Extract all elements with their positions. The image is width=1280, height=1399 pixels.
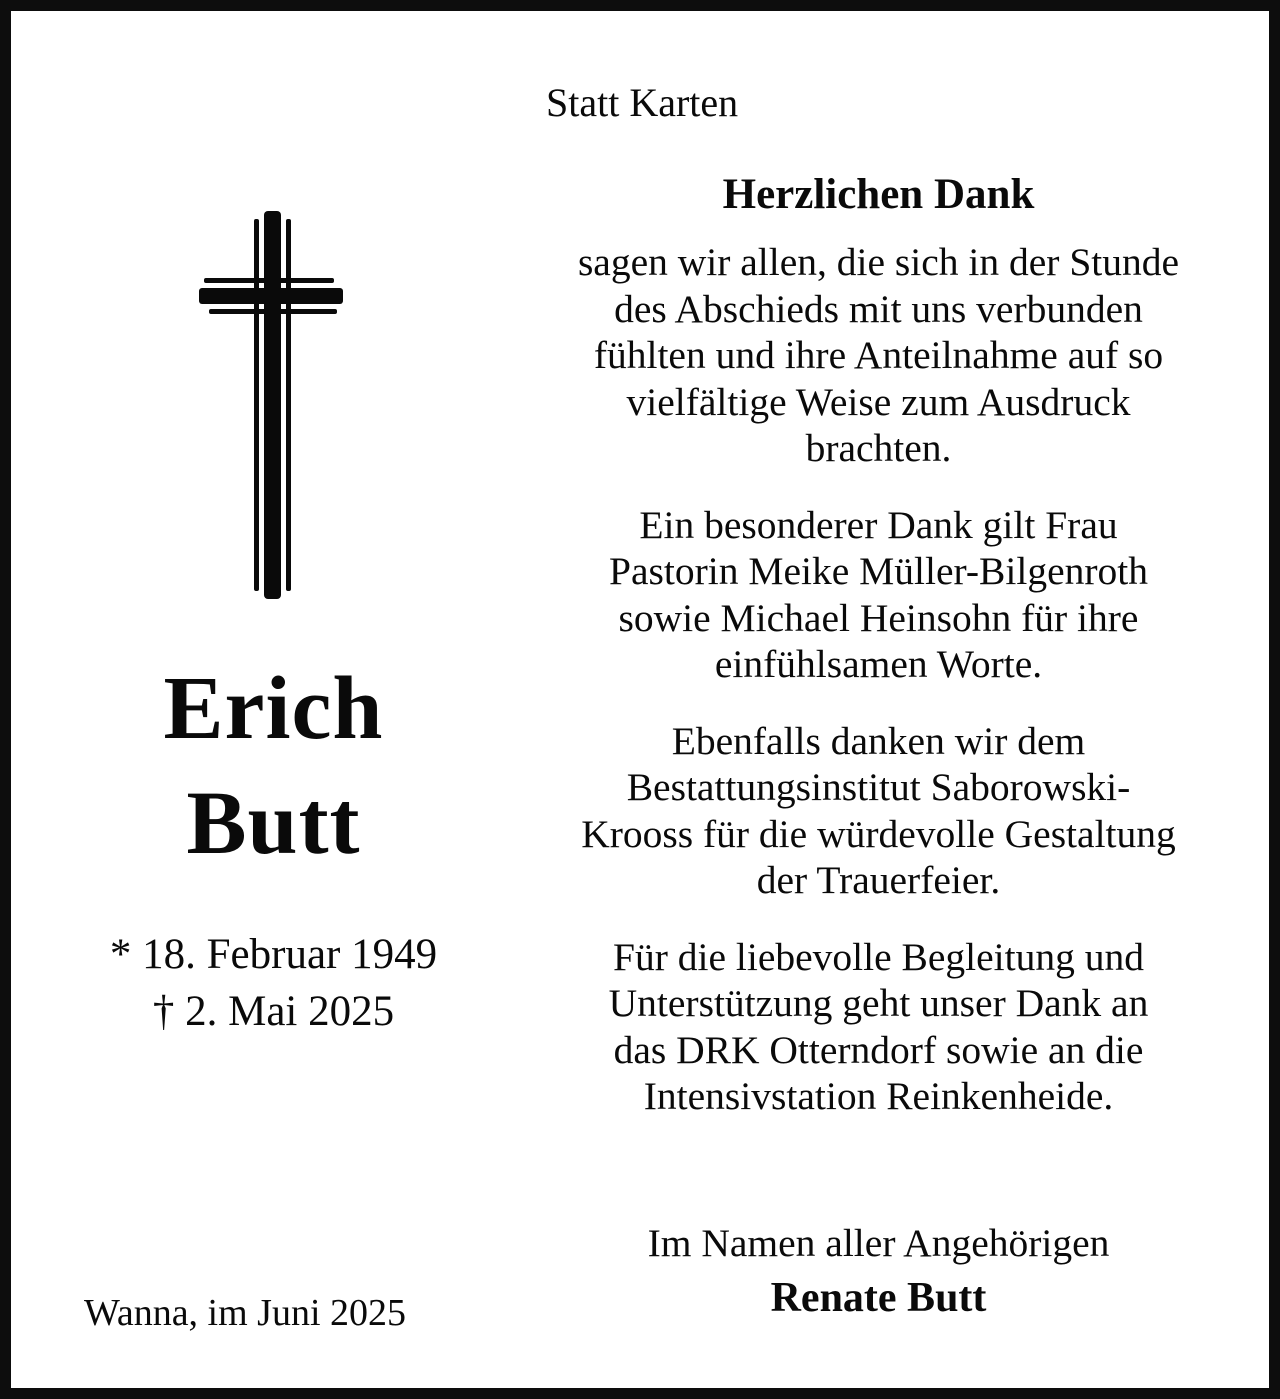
paragraph-line: einfühlsamen Worte. <box>714 642 1043 686</box>
thanks-heading: Herzlichen Dank <box>722 171 1035 218</box>
closing-line: Im Namen aller Angehörigen <box>647 1220 1110 1265</box>
paragraph-line: sowie Michael Heinsohn für ihre <box>618 595 1139 640</box>
paragraph-line: sagen wir allen, die sich in der Stunde <box>577 240 1180 284</box>
paragraph-line: das DRK Otterndorf sowie an die <box>613 1027 1144 1072</box>
paragraph-line: Unterstützung geht unser Dank an <box>608 981 1149 1025</box>
memorial-cross-icon <box>197 209 345 601</box>
signature-name: Renate Butt <box>770 1275 987 1321</box>
thanks-paragraph <box>526 239 1231 472</box>
paragraph-line: Intensivstation Reinkenheide. <box>643 1074 1114 1118</box>
thanks-paragraph <box>526 718 1231 904</box>
thanks-text-column <box>526 171 1231 1322</box>
paragraph-line: Bestattungsinstitut Saborowski- <box>626 765 1131 809</box>
birth-date: * 18. Februar 1949 <box>109 931 438 978</box>
thanks-paragraph <box>526 502 1231 688</box>
paragraph-line: Krooss für die würdevolle Gestaltung <box>581 811 1176 856</box>
paragraph-line: brachten. <box>805 426 952 470</box>
paragraph-line: fühlten und ihre Anteilnahme auf so <box>593 333 1164 377</box>
paragraph-line: Ebenfalls danken wir dem <box>671 718 1086 763</box>
paragraph-line: vielfältige Weise zum Ausdruck <box>626 379 1131 424</box>
death-date: † 2. Mai 2025 <box>152 988 395 1035</box>
paragraph-line: des Abschieds mit uns verbunden <box>614 286 1143 331</box>
deceased-first-name: Erich <box>163 659 384 758</box>
paragraph-line: Ein besonderer Dank gilt Frau <box>639 502 1118 547</box>
deceased-last-name: Butt <box>186 774 361 873</box>
place-and-date: Wanna, im Juni 2025 <box>84 1292 407 1334</box>
paragraph-line: Für die liebevolle Begleitung und <box>613 934 1144 979</box>
thanks-paragraph <box>526 934 1231 1120</box>
paragraph-line: der Trauerfeier. <box>756 858 1001 902</box>
statt-karten-label: Statt Karten <box>546 80 739 125</box>
deceased-name <box>51 651 496 881</box>
life-dates <box>51 926 496 1040</box>
paragraph-line: Pastorin Meike Müller-Bilgenroth <box>609 549 1148 593</box>
